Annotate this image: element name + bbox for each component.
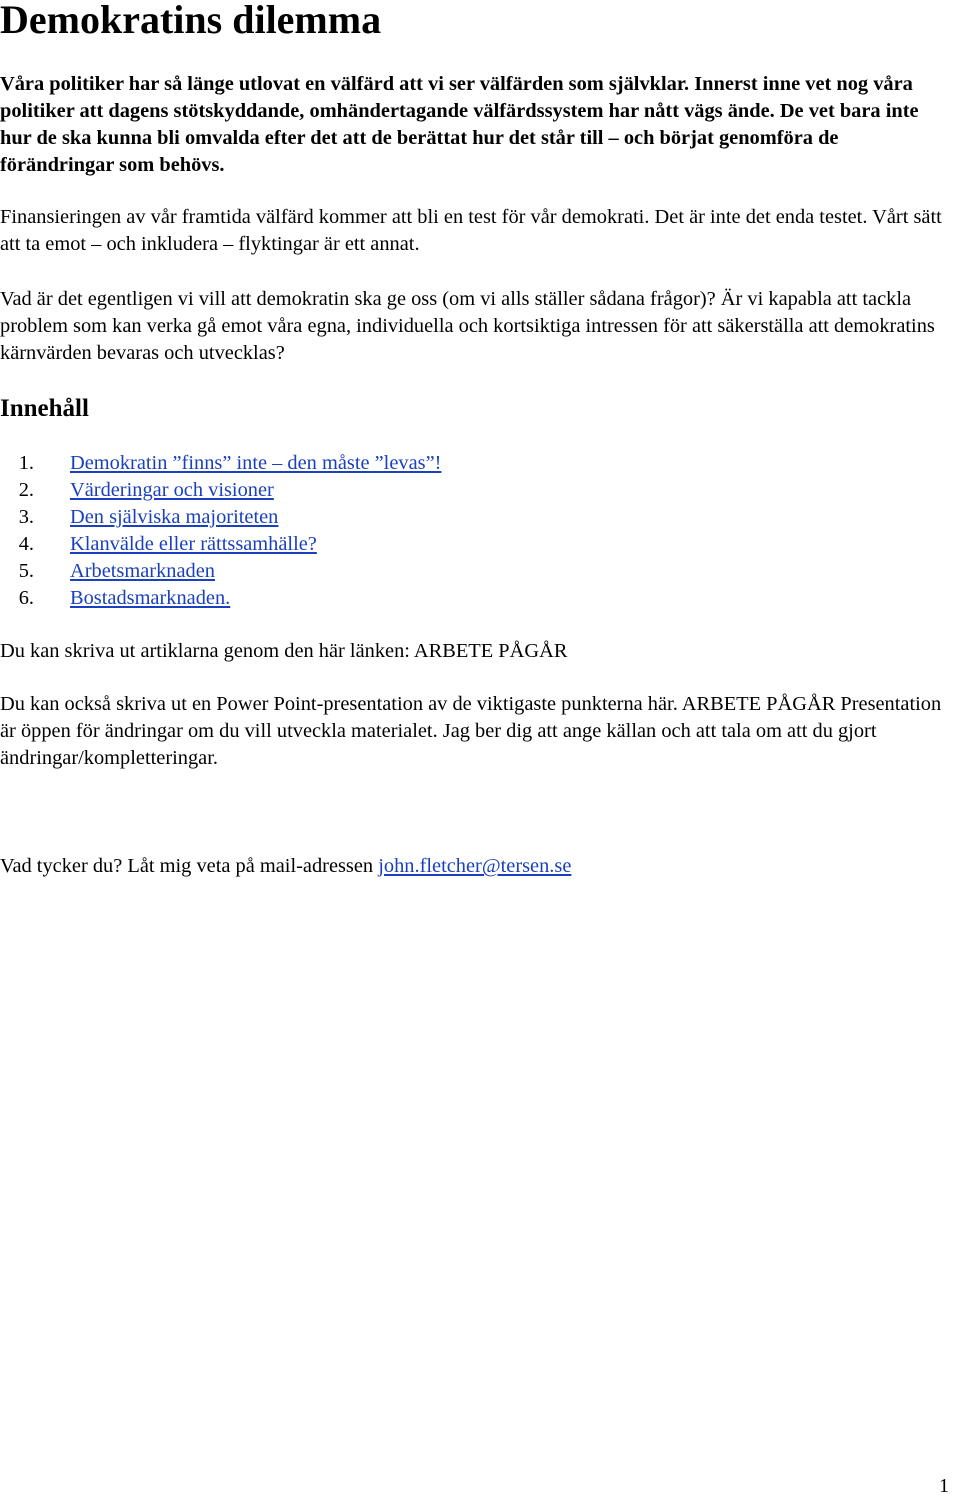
toc-link-klanvalde[interactable]: Klanvälde eller rättssamhälle? (70, 533, 317, 555)
toc-number: 4. (18, 533, 34, 555)
questions-paragraph: Vad är det egentligen vi vill att demokratin ska ge oss (om vi alls ställer sådana frågor)? Är vi kapabla att tackla problem som kan verka gå emot våra egna, individuella och kortsiktiga intressen för att säkerställa att demokratins kärnvärden bevaras och utvecklas? (0, 288, 935, 364)
toc-link-arbetsmarknaden[interactable]: Arbetsmarknaden (70, 560, 215, 582)
toc-item (0, 585, 441, 612)
table-of-contents (0, 450, 441, 612)
toc-item (0, 450, 441, 477)
page-number: 1 (939, 1475, 949, 1497)
toc-link-majoriteten[interactable]: Den själviska majoriteten (70, 506, 279, 528)
toc-item (0, 477, 441, 504)
toc-link-varderingar[interactable]: Värderingar och visioner (70, 479, 274, 501)
toc-item (0, 531, 441, 558)
toc-number: 6. (18, 587, 34, 609)
toc-number: 2. (18, 479, 34, 501)
toc-number: 3. (18, 506, 34, 528)
presentation-paragraph: Du kan också skriva ut en Power Point-presentation av de viktigaste punkterna här. ARBETE PÅGÅR Presentation är öppen för ändringar om du vill utveckla materialet. Jag ber dig att ange källan och att tala om att du gjort ändringar/kompletteringar. (0, 693, 942, 769)
toc-item (0, 558, 441, 585)
contact-paragraph (0, 853, 954, 880)
intro-paragraph: Våra politiker har så länge utlovat en välfärd att vi ser välfärden som självklar. Innerst inne vet nog våra politiker att dagens stötskyddande, omhändertagande välfärdssystem har nått vägs ände. De vet bara inte hur de ska kunna bli omvalda efter det att de berättat hur det står till – och börjat genomföra de förändringar som behövs. (0, 73, 919, 176)
email-link[interactable]: john.fletcher@tersen.se (378, 855, 572, 877)
toc-link-bostadsmarknaden[interactable]: Bostadsmarknaden. (70, 587, 231, 609)
toc-number: 5. (18, 560, 34, 582)
page-title: Demokratins dilemma (0, 0, 382, 42)
toc-link-demokratin[interactable]: Demokratin ”finns” inte – den måste ”levas”! (70, 452, 442, 474)
toc-item (0, 504, 441, 531)
contact-text: Vad tycker du? Låt mig veta på mail-adressen (0, 855, 379, 877)
print-paragraph: Du kan skriva ut artiklarna genom den här länken: ARBETE PÅGÅR (0, 640, 568, 662)
financing-paragraph: Finansieringen av vår framtida välfärd kommer att bli en test för vår demokrati. Det är inte det enda testet. Vårt sätt att ta emot – och inkludera – flyktingar är ett annat. (0, 206, 942, 255)
toc-heading: Innehåll (0, 395, 89, 422)
toc-number: 1. (18, 452, 34, 474)
